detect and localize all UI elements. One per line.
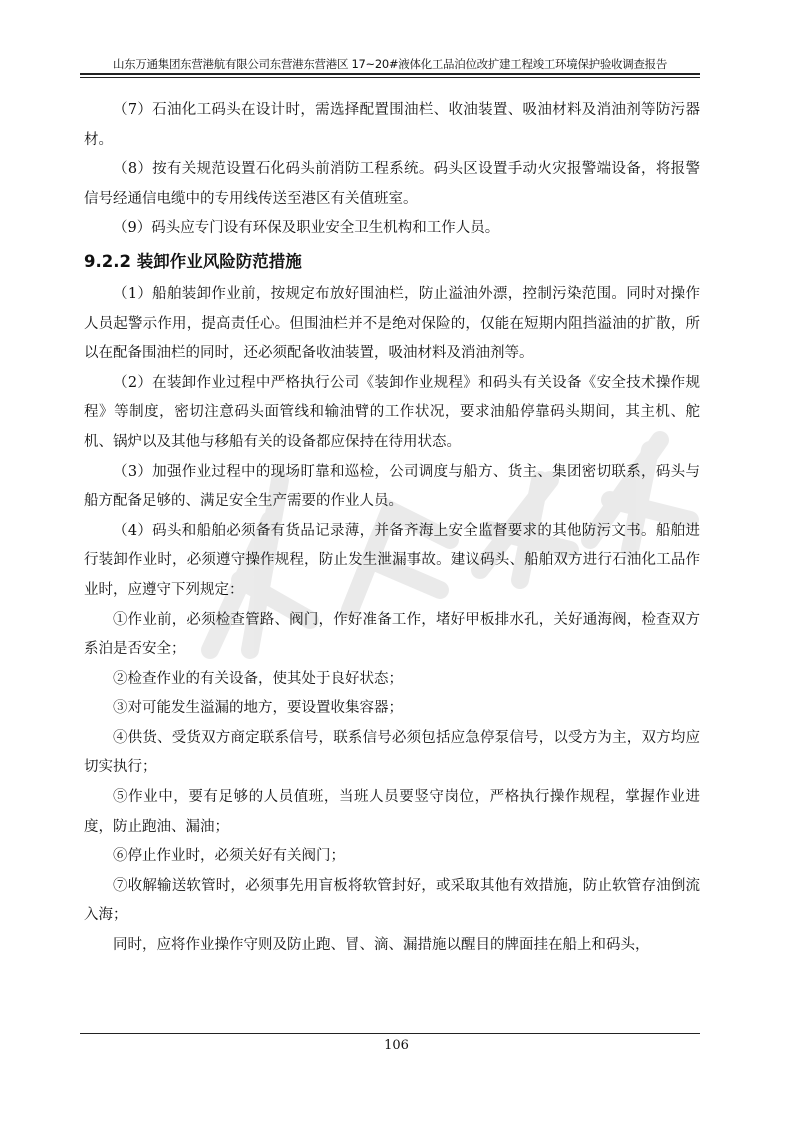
paragraph-measure-3: （3）加强作业过程中的现场盯靠和巡检，公司调度与船方、货主、集团密切联系，码头与船方配备足够的、满足安全生产需要的作业人员。 <box>84 463 700 510</box>
page-header: 山东万通集团东营港航有限公司东营港东营港区 17~20#液体化工品泊位改扩建工程竣工环境保护验收调查报告 <box>112 57 668 71</box>
paragraph-measure-1: （1）船舶装卸作业前，按规定布放好围油栏，防止溢油外漂，控制污染范围。同时对操作人员起警示作用，提高责任心。但围油栏并不是绝对保险的，仅能在短期内阻挡溢油的扩散，所以在配备围油栏的同时，还必须配备收油装置，吸油材料及消油剂等。 <box>84 285 700 362</box>
paragraph-measure-4: （4）码头和船舶必须备有货品记录薄，并备齐海上安全监督要求的其他防污文书。船舶进行装卸作业时，必须遵守操作规程，防止发生泄漏事故。建议码头、船舶双方进行石油化工品作业时，应遵守下列规定： <box>84 522 700 598</box>
rule-item-2: ②检查作业的有关设备，使其处于良好状态； <box>113 670 403 687</box>
paragraph-item-9: （9）码头应专门设有环保及职业安全卫生机构和工作人员。 <box>113 220 500 237</box>
paragraph-measure-2: （2）在装卸作业过程中严格执行公司《装卸作业规程》和码头有关设备《安全技术操作规程》等制度，密切注意码头面管线和输油臂的工作状况，要求油船停靠码头期间，其主机、舵机、锅炉以及其他与移船有关的设备都应保持在待用状态。 <box>84 374 700 450</box>
rule-item-1: ①作业前，必须检查管路、阀门，作好准备工作，堵好甲板排水孔，关好通海阀，检查双方系泊是否安全； <box>84 611 700 658</box>
header-rule-thin <box>80 77 700 78</box>
closing-paragraph: 同时，应将作业操作守则及防止跑、冒、滴、漏措施以醒目的牌面挂在船上和码头， <box>113 937 650 954</box>
rule-item-6: ⑥停止作业时，必须关好有关阀门； <box>113 848 345 865</box>
paragraph-item-7: （7）石油化工码头在设计时，需选择配置围油栏、收油装置、吸油材料及消油剂等防污器材。 <box>84 102 700 148</box>
section-heading: 9.2.2 装卸作业风险防范措施 <box>84 251 302 271</box>
body-content <box>84 96 700 961</box>
page-number: 106 <box>384 1038 409 1053</box>
rule-item-3: ③对可能发生溢漏的地方，要设置收集容器； <box>113 700 403 717</box>
footer-rule <box>80 1033 700 1034</box>
paragraph-item-8: （8）按有关规范设置石化码头前消防工程系统。码头区设置手动火灾报警端设备，将报警信号经通信电缆中的专用线传送至港区有关值班室。 <box>84 161 700 207</box>
header-rule-thick <box>80 73 700 75</box>
rule-item-7: ⑦收解输送软管时，必须事先用盲板将软管封好，或采取其他有效措施，防止软管存油倒流入海； <box>84 877 700 924</box>
rule-item-5: ⑤作业中，要有足够的人员值班，当班人员要竖守岗位，严格执行操作规程，掌握作业进度，防止跑油、漏油； <box>84 789 700 835</box>
rule-item-4: ④供货、受货双方商定联系信号，联系信号必须包括应急停泵信号，以受方为主，双方均应切实执行； <box>84 729 700 776</box>
